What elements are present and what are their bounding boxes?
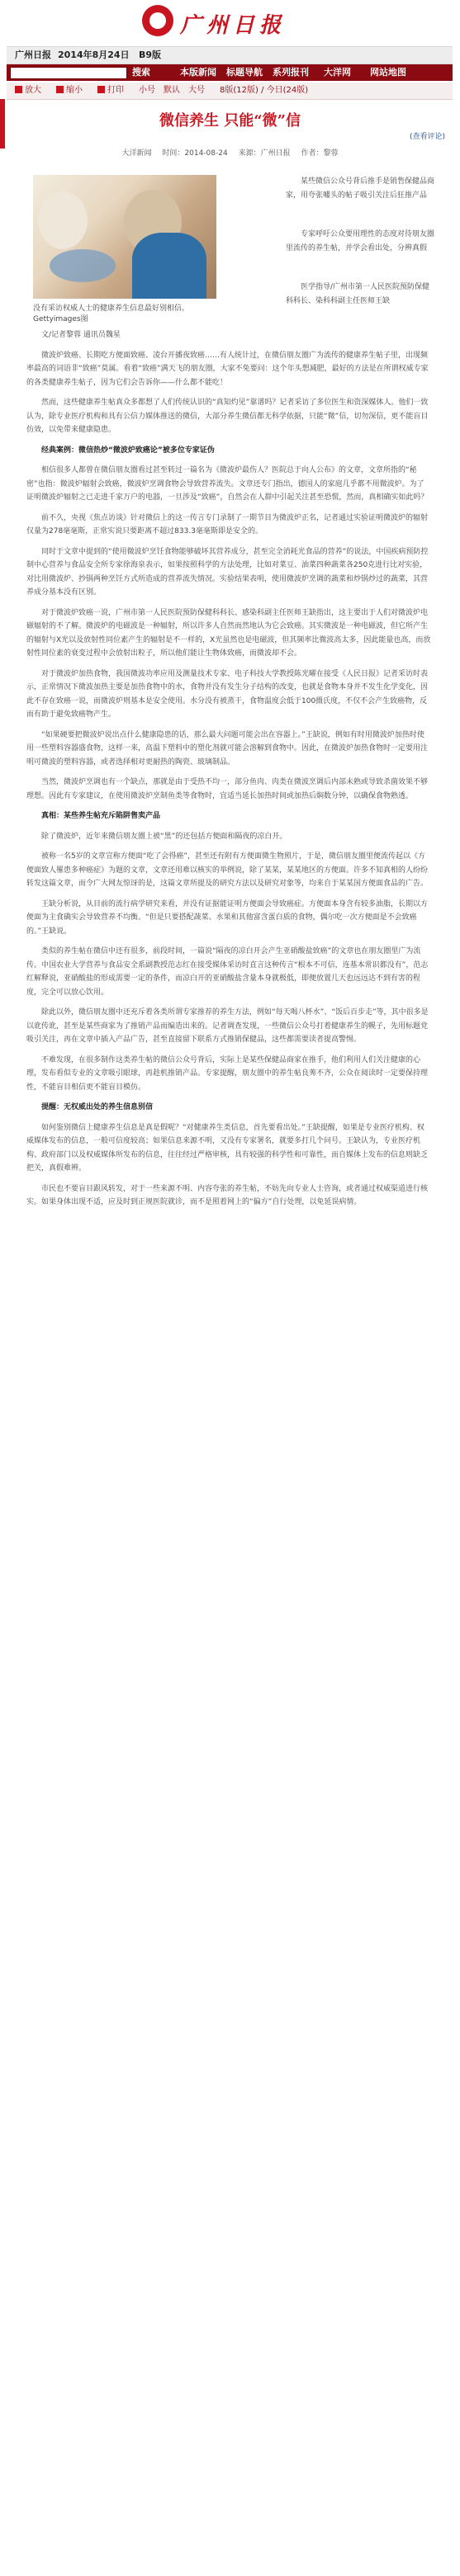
paper-name: 广州日报: [15, 50, 51, 60]
logo-title: 广州日报: [180, 13, 287, 38]
article-paragraph: 王缺分析说，从目前的流行病学研究来看，并没有证据能证明方便面会导致癌症。方便面本身含有较多油脂，长期以方便面为主食确实会导致营养不均衡。“但是只要搭配蔬菜、水果和其他富含蛋白质的食物，偶尔吃一次方便面是不会致癌的。”王缺说。: [26, 899, 429, 936]
search-button[interactable]: 搜索: [132, 67, 150, 78]
top-nav-bar: [7, 64, 453, 81]
meta-time: 时间：2014-08-24: [162, 149, 228, 158]
lead-summary-2: 专家呼吁公众要用理性的态度对待朋友圈里流传的养生帖，并学会看出处，分辨真假: [286, 230, 435, 252]
issue-date: 2014年8月24日: [58, 50, 130, 60]
logo-emblem-icon: [142, 5, 173, 36]
print-icon: [97, 86, 105, 93]
article-paragraph: “如果硬要把微波炉说出点什么健康隐患的话，那么最大问题可能会出在容器上。”王缺说，例如有时用微波炉加热时使用一些塑料容器盛食物，这样一来，高温下塑料中的塑化剂就可能会溶解到食物中。因此，在微波炉加热食物时一定要用注明可微波的塑料容器，或者选择相对更耐热的陶瓷、玻璃制品。: [26, 730, 429, 767]
page-navigation[interactable]: 8版(12版) / 今日(24版): [220, 86, 309, 95]
article-paragraph: 除此以外，微信朋友圈中还充斥着各类所谓专家推荐的养生方法，例如“每天喝八杯水”、“饭后百步走”等，其中很多是以讹传讹，甚至是某些商家为了推销产品而编造出来的。记者调查发现，一些微信公众号打着健康养生的幌子，先用标题党吸引关注，再在文章中插入产品广告，甚至直接留下联系方式推销保健品，这些都需要读者提高警惕。: [26, 1008, 429, 1044]
view-comments-link[interactable]: (查看评论): [410, 133, 446, 141]
nav-item-dayoo[interactable]: 大洋网: [324, 67, 351, 78]
section-heading: 提醒：无权威出处的养生信息别信: [41, 1103, 154, 1111]
photo-credit: Gettyimages图: [33, 315, 88, 323]
nav-item-sitemap[interactable]: 网站地图: [370, 67, 406, 78]
article-paragraph: 不难发现，在很多制作这类养生帖的微信公众号背后，实际上是某些保健品商家在推手，他们利用人们关注健康的心理，发布看似专业的文章吸引眼球，再趁机推销产品。专家提醒，朋友圈中的养生帖良莠不齐，公众在阅读时一定要保持理性，不能盲目相信更不能盲目模仿。: [26, 1055, 429, 1092]
photo-caption: 没有采访权威人士的健康养生信息最好别相信。: [33, 304, 190, 313]
zoom-in-icon: [15, 86, 22, 93]
article-paragraph: 文/记者黎蓉 通讯员魏星: [41, 331, 121, 339]
page-number: B9版: [139, 50, 162, 60]
meta-author: 作者：黎蓉: [301, 149, 339, 158]
article-paragraph: 当然，微波炉烹调也有一个缺点，那就是由于受热不均一，部分鱼肉、肉类在微波烹调后内部未熟或导致杀菌效果不够理想。因此有专家建议，在使用微波炉烹制鱼类等食物时，宜适当延长加热时间或加热后焖数分钟，以确保食物熟透。: [26, 778, 429, 800]
section-heading: 经典案例：微信热炒“微波炉致癌论”被多位专家证伪: [41, 446, 215, 455]
lead-summary-1: 某些微信公众号背后推手是销售保健品商家，用夸张噱头的帖子吸引关注后狂推产品: [286, 177, 435, 200]
nav-item-series[interactable]: 系列报刊: [273, 67, 309, 78]
article-paragraph: 市民也不要盲目跟风转发，对于一些来源不明、内容夸张的养生帖，不妨先向专业人士咨询，或者通过权威渠道进行核实。如果身体出现不适，应及时到正规医院就诊，而不是照着网上的“偏方”自行处理，以免延误病情。: [26, 1184, 429, 1206]
font-large-button[interactable]: 大号: [188, 86, 205, 95]
nav-item-headline-nav[interactable]: 标题导航: [226, 67, 263, 78]
zoom-in-button[interactable]: 放大: [15, 83, 41, 99]
article-paragraph: 前不久，央视《焦点访谈》针对微信上的这一传言专门录制了一期节目为微波炉正名，记者通过实验证明微波炉的辐射仅量为278毫毫斯，正常实说只要距离不超过833.3毫毫斯即是安全的。: [26, 513, 429, 535]
zoom-out-button[interactable]: 缩小: [56, 83, 83, 99]
article-headline: 微信养生 只能“微”信: [159, 112, 301, 130]
print-button[interactable]: 打印: [97, 83, 124, 99]
article-paragraph: 类似的养生帖在微信中还有很多，前段时间，一篇说“隔夜的凉白开会产生亚硝酸盐致癌”的文章也在朋友圈里广为流传。中国农业大学营养与食品安全系副教授范志红在接受媒体采访时直言这种传言“根本不可信，连基本常识都没有”，范志红解释说，亚硝酸盐的形成需要一定的条件，而凉白开的亚硝酸盐含量本身就极低，即便放置几天也远远达不到有害的程度，完全可以放心饮用。: [26, 947, 429, 997]
article-paragraph: 被称一名5岁的文章宣称方便面“吃了会得癌”，甚至还有附有方便面微生物照片，于是，微信朋友圈里便流传起以《方便面致人罹患多种癌症》为题的文章，文章还用难以核实的举例说，除了某某，某某地区的方便面。许多不知真相的人纷纷转发这篇文章，而令广大网友惊讶的是，这篇文章所提及的研究方法以及研究对象等，均来自于某某国方便面食品的广告。: [26, 852, 429, 888]
article-paragraph: 微波炉致癌、长期吃方便面致癌、凌台开播夜致癌……有人统计过，在微信朋友圈广为流传的健康养生帖子里，出现频率最高的词语非“致癌”莫属。看着“致癌”满天飞的朋友圈，大家不免要问：这个年头想减肥，最好的方法是在所谓权威专家的各类健康养生帖子，因为它们会告诉你——什么都不能吃！: [26, 351, 429, 387]
meta-origin: 来源：广州日报: [238, 149, 291, 158]
article-meta: [0, 147, 460, 158]
issue-info-bar: [7, 46, 453, 64]
article-paragraph: 同时于文章中提到的“使用微波炉烹饪食物能够破坏其营养成分，甚至完全消耗光食品的营养”的说法，中国疾病预防控制中心营养与食品安全所专家徐海泉表示，如果按照科学的方法处理，比如对菜豆、油菜四种蔬菜各250克进行比对实验，对比用微波炉、抄锅两种烹饪方式所造成的营养流失情况。实验结果表明，使用微波炉烹调的蔬菜和炒锅炒过的蔬菜，其营养成分基本没有区别。: [26, 547, 429, 597]
section-heading: 真相：某些养生帖充斥陷阱售卖产品: [41, 812, 161, 820]
article-photo: [33, 175, 216, 299]
article-paragraph: 然而，这些健康养生帖真众多都想了人们传统认识的“真知灼见”靠谱吗？记者采访了多位医生和资深媒体人。他们一致认为，除专业医疗机构和具有公信力媒体推送的微信，大部分养生微信都无科学依据，只能“微”信，切勿深信，更不能盲目仿效，以免带来健康隐患。: [26, 399, 429, 434]
zoom-out-icon: [56, 86, 64, 93]
nav-item-page-news[interactable]: 本版新闻: [180, 67, 216, 78]
article-paragraph: 对于微波炉加热食物，我国微波功率应用及测量技术专家、电子科技大学教授陈光曜在接受《人民日报》记者采访时表示，正常情况下微波加热主要是加热食物中的水，食物并没有发生分子结构的改变，也就是食物本身并不发生化学变化，因此不存在致癌一说，而微波炉则基本是安全使用。水分没有被蒸干，食物温度会低于100摄氏度，不仅不会产生致癌物，反而有助于避免致癌物产生。: [26, 669, 429, 719]
article-paragraph: 相信很多人都曾在微信朋友圈看过甚至转过一篇名为《微波炉最伤人？医院总于向人公布》的文章，文章所指的“秘密”也指：微波炉辐射会致癌，微波炉烹调食物会导致营养流失。文章还专门指出，德国人的家庭几乎都不用微波炉。为了证明微波炉辐射之已走进千家万户的电器，一旦涉及“致癌”，自然会在人群中引起关注甚至恐慌，然而，真相确实如此吗？: [26, 466, 429, 502]
article-paragraph: 对于微波炉致癌一说，广州市第一人民医院预防保健科科长、感染科副主任医师王缺指出，这主要出于人们对微波炉电磁辐射的不了解。微波炉的电磁波是一种辐射，所以许多人自然而然地认为它会致癌。其实微波是一种电磁波，但它所产生的辐射与X光以及放射性同位素产生的辐射是不一样的，X光虽然也是电磁波，但其频率比微波高太多，因此能量也高，而放射性同位素的衰变过程中会放射出粒子，所以他们能让生物体致癌，而微波却不会。: [26, 608, 431, 658]
article-paragraph: 除了微波炉，近年来微信朋友圈上被“黑”的还包括方便面和隔夜的凉白开。: [41, 832, 287, 841]
article-paragraph: 如何鉴别微信上健康养生信息是真是假呢？“对健康养生类信息，首先要看出处。”王缺提醒，如果是专业医疗机构、权威媒体发布的信息，一般可信度较高；如果信息来源不明，又没有专家署名，就要多打几个问号。王缺认为，专业医疗机构、政府部门以及权威媒体所发布的信息，往往经过严格审核，具有较强的科学性和可靠性，而自媒体上发布的信息则缺乏把关，真假难辨。: [26, 1123, 429, 1172]
meta-source: 大洋新闻: [121, 149, 152, 158]
font-default-button[interactable]: 默认: [164, 86, 180, 95]
search-input[interactable]: [10, 67, 127, 79]
reader-toolbar: [7, 83, 453, 100]
newspaper-logo[interactable]: [142, 3, 315, 40]
lead-summary-3: 医学指导/广州市第一人民医院预防保健科科长、染科科副主任医师王缺: [286, 283, 430, 305]
font-small-button[interactable]: 小号: [139, 86, 155, 95]
